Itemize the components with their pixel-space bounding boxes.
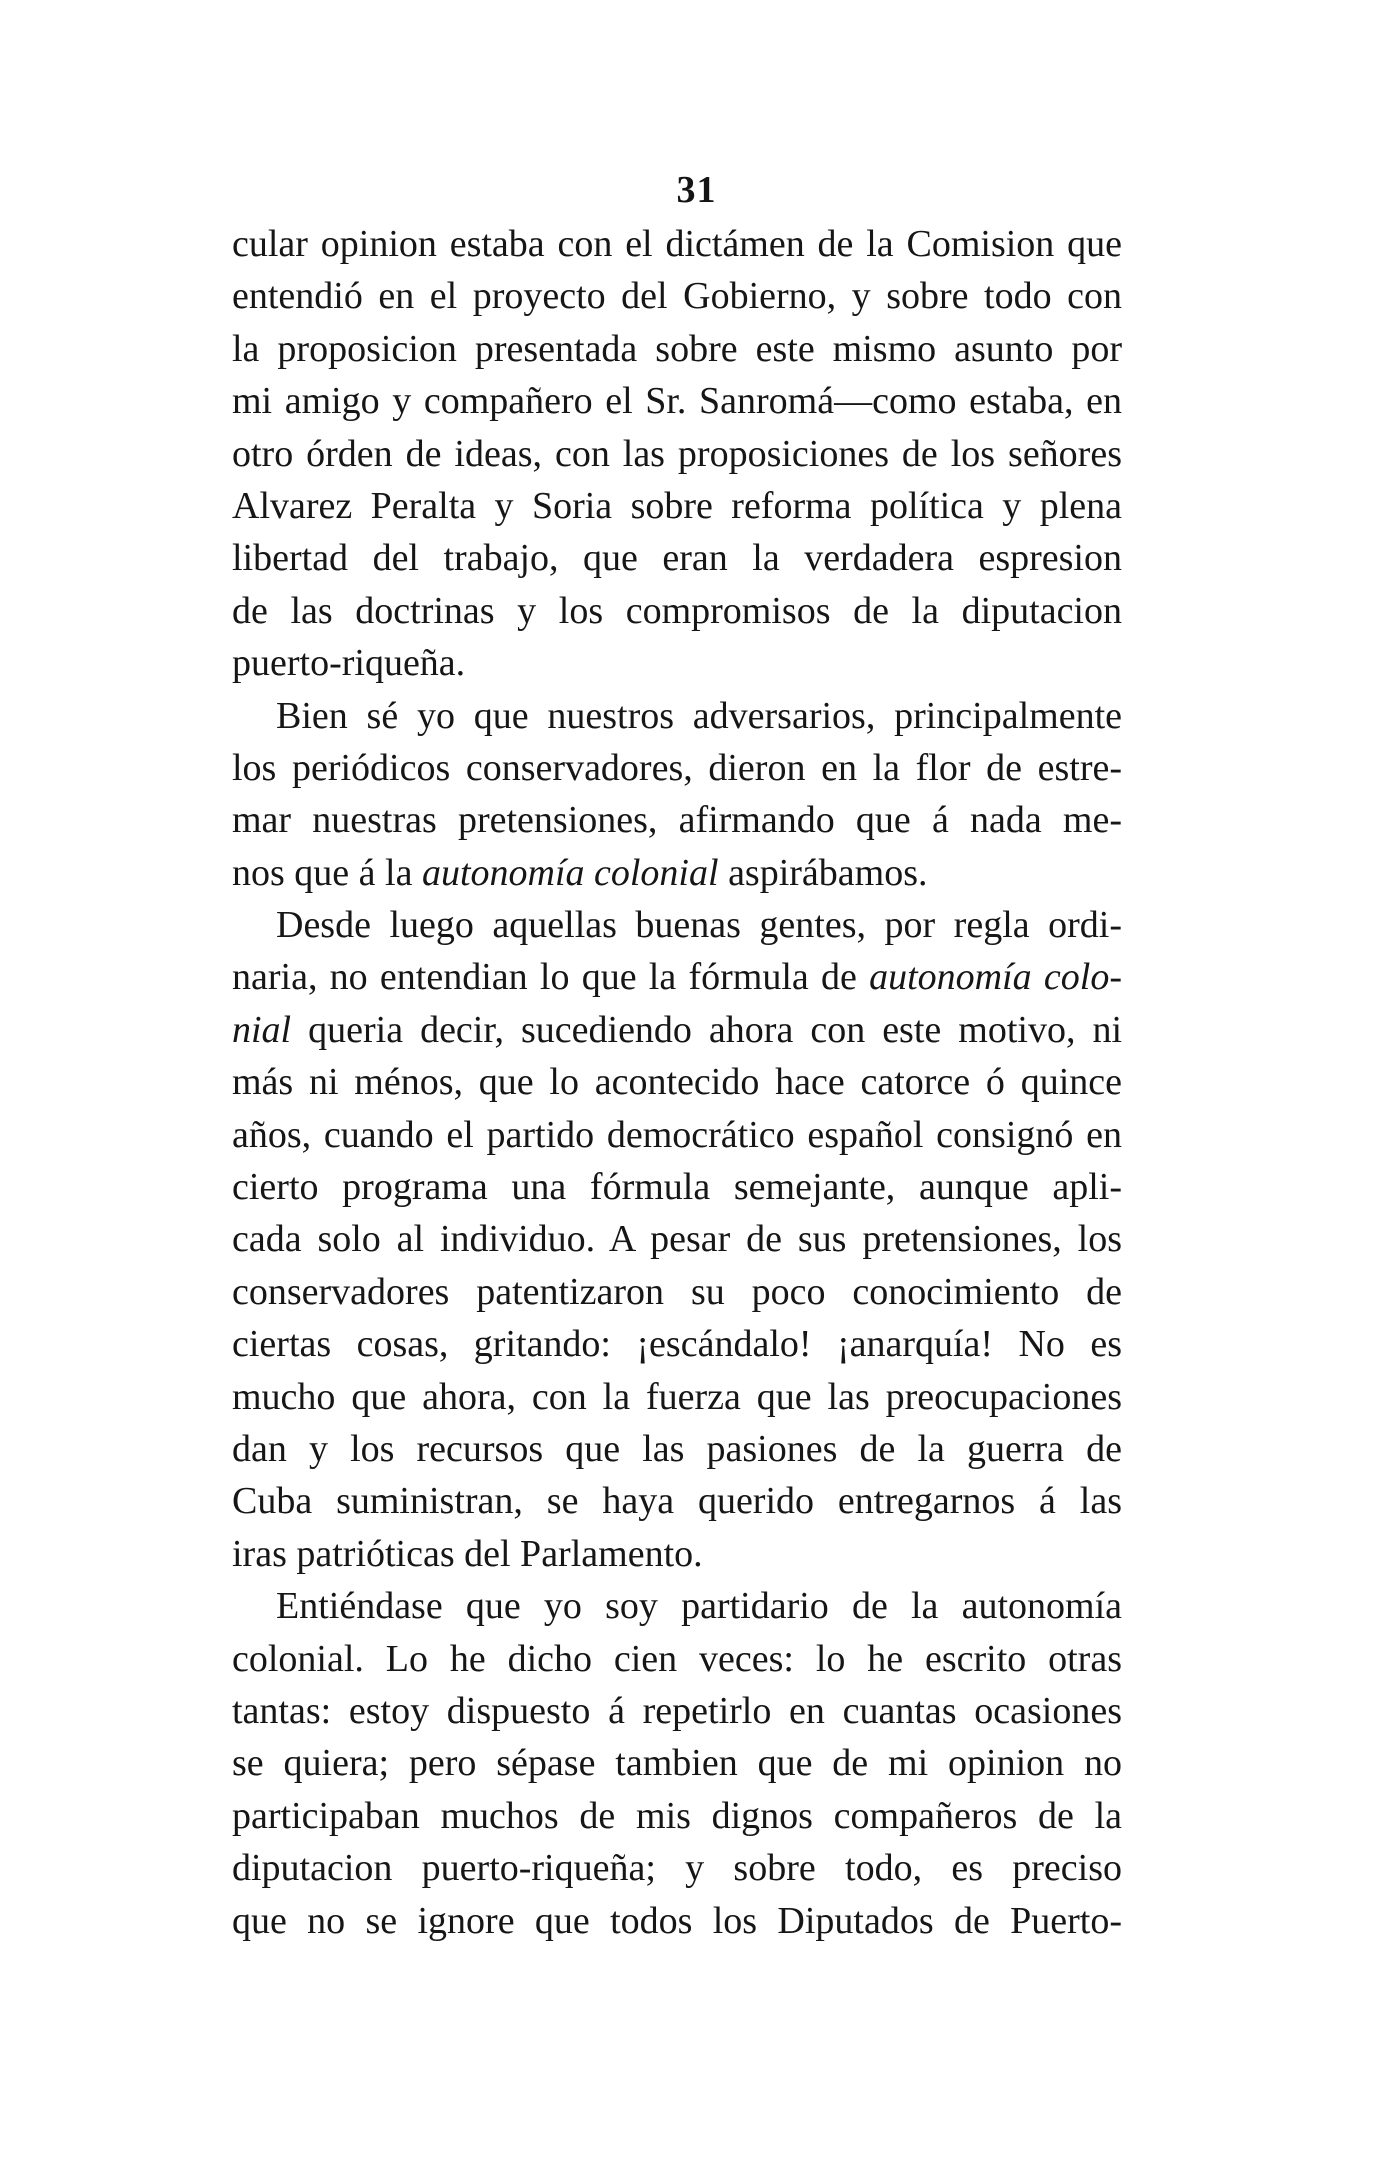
text-fragment: nos que á la: [232, 851, 422, 894]
page-number: 31: [676, 169, 717, 211]
text-line: mar nuestras pretensiones, afirmando que á nada me-: [232, 799, 1122, 842]
text-line: dan y los recursos que las pasiones de la guerra de: [232, 1427, 1122, 1470]
italic-phrase: autonomía colo-: [869, 956, 1122, 999]
text-line: libertad del trabajo, que eran la verdadera espresion: [232, 537, 1122, 580]
text-fragment: naria, no entendian lo que la fórmula de: [232, 956, 870, 999]
italic-phrase: nial: [232, 1008, 292, 1051]
text-line: cierto programa una fórmula semejante, aunque apli-: [232, 1166, 1122, 1209]
text-line: cada solo al individuo. A pesar de sus pretensiones, los: [232, 1218, 1122, 1261]
text-line: otro órden de ideas, con las proposiciones de los señores: [232, 432, 1122, 475]
text-line: tantas: estoy dispuesto á repetirlo en cuantas ocasiones: [232, 1689, 1122, 1732]
text-line: [232, 951, 1122, 1003]
text-line: entendió en el proyecto del Gobierno, y sobre todo con: [232, 275, 1122, 318]
text-line: diputacion puerto-riqueña; y sobre todo, es preciso: [232, 1847, 1122, 1890]
text-line: cular opinion estaba con el dictámen de la Comision que: [232, 223, 1122, 265]
italic-phrase: autonomía colonial: [421, 851, 719, 894]
text-line: mi amigo y compañero el Sr. Sanromá—como estaba, en: [232, 380, 1122, 423]
text-line: que no se ignore que todos los Diputados de Puerto-: [232, 1899, 1122, 1942]
text-line: Cuba suministran, se haya querido entregarnos á las: [232, 1480, 1122, 1523]
text-line: los periódicos conservadores, dieron en la flor de estre-: [232, 746, 1122, 789]
text-line: mucho que ahora, con la fuerza que las preocupaciones: [232, 1375, 1122, 1418]
text-line: ciertas cosas, gritando: ¡escándalo! ¡anarquía! No es: [232, 1323, 1122, 1366]
text-fragment: queria decir, sucediendo ahora con este motivo, ni: [291, 1008, 1122, 1051]
text-line: de las doctrinas y los compromisos de la diputacion: [232, 589, 1122, 632]
body-text: [232, 218, 1122, 1947]
text-line: participaban muchos de mis dignos compañeros de la: [232, 1794, 1122, 1837]
text-line: Alvarez Peralta y Soria sobre reforma política y plena: [232, 484, 1122, 527]
text-line: iras patrióticas del Parlamento.: [232, 1532, 703, 1575]
text-line: colonial. Lo he dicho cien veces: lo he escrito otras: [232, 1637, 1122, 1680]
text-line: la proposicion presentada sobre este mismo asunto por: [232, 327, 1122, 370]
text-line: [232, 1004, 1122, 1056]
text-line: Entiéndase que yo soy partidario de la autonomía: [276, 1585, 1122, 1628]
text-line: Desde luego aquellas buenas gentes, por regla ordi-: [276, 904, 1122, 947]
text-line: conservadores patentizaron su poco conocimiento de: [232, 1270, 1122, 1313]
text-line: años, cuando el partido democrático español consignó en: [232, 1113, 1122, 1156]
text-line: se quiera; pero sépase tambien que de mi opinion no: [232, 1742, 1122, 1785]
text-line: puerto-riqueña.: [232, 642, 466, 685]
text-fragment: aspirábamos.: [718, 851, 928, 894]
text-line: [232, 847, 1122, 899]
text-line: más ni ménos, que lo acontecido hace catorce ó quince: [232, 1061, 1122, 1104]
text-line: Bien sé yo que nuestros adversarios, principalmente: [276, 694, 1122, 737]
